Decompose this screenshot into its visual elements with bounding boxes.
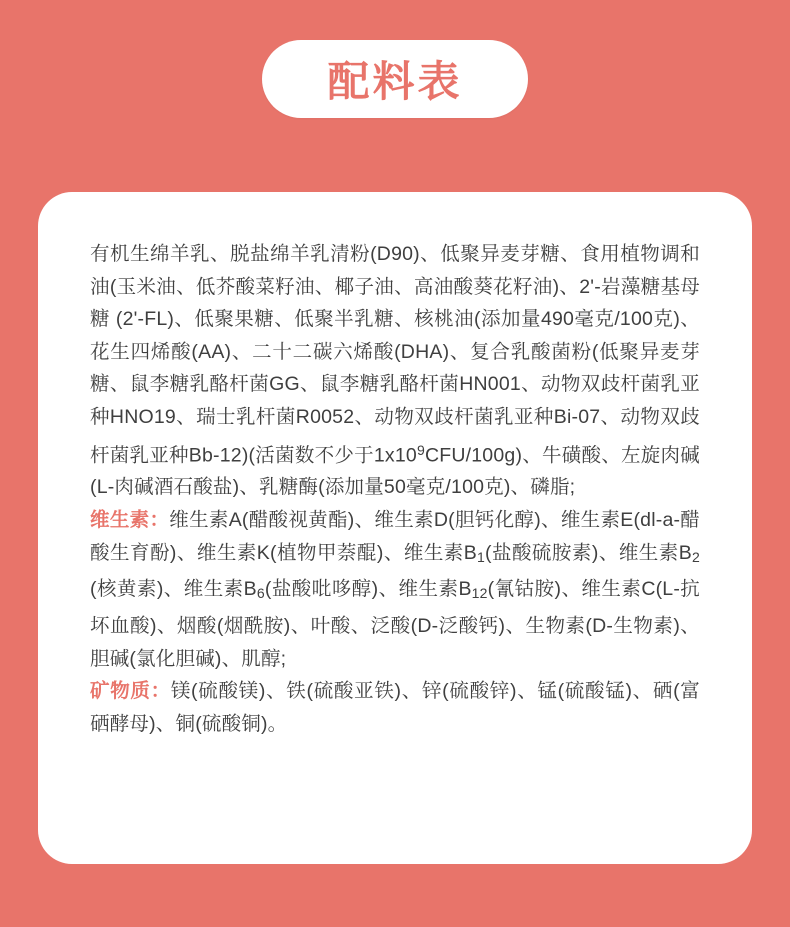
vitamin-b12-subscript: 12 <box>471 585 488 602</box>
page-title: 配料表 <box>327 58 463 105</box>
ingredients-card <box>38 192 752 864</box>
vitamin-b2-subscript: 2 <box>691 548 700 565</box>
vitamins-text-1: 维生素A(醋酸视黄酯)、维生素D(胆钙化醇)、维生素E(dl-a-醋酸生育酚)、维生素K(植物甲萘醌)、维生素B <box>90 509 700 564</box>
minerals-paragraph <box>90 675 700 740</box>
vitamins-paragraph <box>90 504 700 675</box>
vitamin-b1-subscript: 1 <box>476 548 485 565</box>
vitamins-text-4: (盐酸吡哆醇)、维生素B <box>264 578 472 601</box>
ingredients-main-part1: 有机生绵羊乳、脱盐绵羊乳清粉(D90)、低聚异麦芽糖、食用植物调和油(玉米油、低芥酸菜籽油、椰子油、高油酸葵花籽油)、2'-岩藻糖基母糖 (2'-FL)、低聚果糖、低聚半乳糖、核桃油(添加量490毫克/100克)、花生四烯酸(AA)、二十二碳六烯酸(DHA)、复合乳酸菌粉(低聚异麦芽糖、鼠李糖乳酪杆菌GG、鼠李糖乳酪杆菌HN001、动物双歧杆菌乳亚种HNO19、瑞士乳杆菌R0052、动物双歧杆菌乳亚种Bi-07、动物双歧杆菌乳亚种Bb-12)(活菌数不少于1x10 <box>90 243 700 466</box>
cfu-exponent: 9 <box>416 441 425 458</box>
vitamin-b6-subscript: 6 <box>256 585 265 602</box>
ingredients-main-paragraph <box>90 238 700 504</box>
vitamins-label: 维生素： <box>90 509 170 532</box>
page-title-pill <box>262 40 528 118</box>
vitamins-text-2: (盐酸硫胺素)、维生素B <box>485 541 692 564</box>
minerals-label: 矿物质： <box>90 680 171 703</box>
vitamins-text-3: (核黄素)、维生素B <box>90 578 257 601</box>
minerals-text: 镁(硫酸镁)、铁(硫酸亚铁)、锌(硫酸锌)、锰(硫酸锰)、硒(富硒酵母)、铜(硫酸铜)。 <box>90 680 700 735</box>
ingredients-main-part2: CFU/100g)、牛磺酸、左旋肉碱(L-肉碱酒石酸盐)、乳糖酶(添加量50毫克/100克)、磷脂; <box>90 443 700 499</box>
vitamins-text-5: (氰钴胺)、维生素C(L-抗坏血酸)、烟酸(烟酰胺)、叶酸、泛酸(D-泛酸钙)、生物素(D-生物素)、胆碱(氯化胆碱)、肌醇; <box>90 578 700 670</box>
ingredients-text-block <box>90 238 700 740</box>
